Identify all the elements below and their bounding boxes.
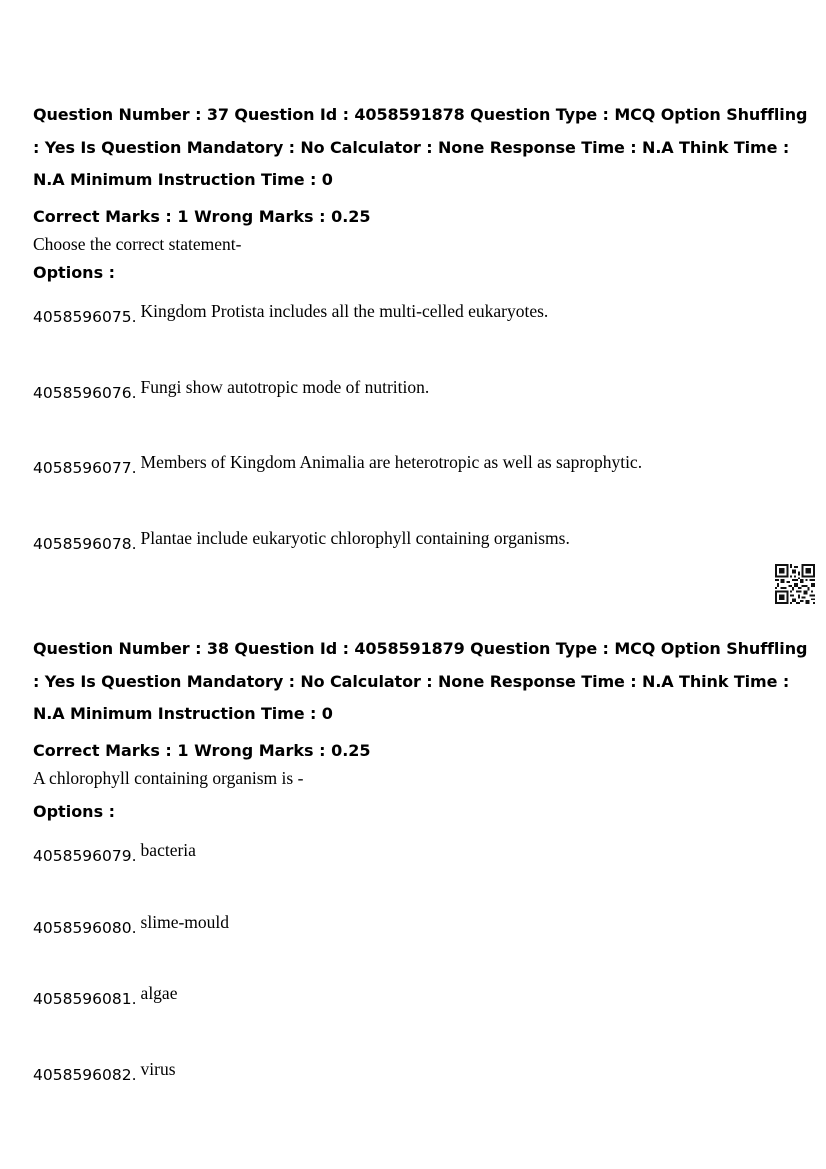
question-37-options-label: Options : — [33, 263, 116, 282]
option-id: 4058596076. — [33, 384, 137, 402]
option-text: algae — [140, 983, 178, 1003]
option-4058596081[interactable] — [33, 983, 178, 1009]
question-38-options-label: Options : — [33, 802, 116, 821]
option-text: bacteria — [140, 840, 196, 860]
option-4058596080[interactable] — [33, 912, 230, 938]
option-4058596075[interactable] — [33, 301, 549, 327]
question-38-marks: Correct Marks : 1 Wrong Marks : 0.25 — [33, 741, 371, 760]
question-37-marks: Correct Marks : 1 Wrong Marks : 0.25 — [33, 207, 371, 226]
option-text: Members of Kingdom Animalia are heterotropic as well as saprophytic. — [140, 452, 643, 472]
option-id: 4058596080. — [33, 919, 137, 937]
option-4058596077[interactable] — [33, 452, 643, 478]
option-id: 4058596078. — [33, 535, 137, 553]
option-id: 4058596082. — [33, 1066, 137, 1084]
question-38-meta: Question Number : 38 Question Id : 4058591879 Question Type : MCQ Option Shuffling : Yes Is Question Mandatory : No Calculator : None Response Time : N.A Think Time : N.A Minimum Instruction Time : 0 — [33, 639, 808, 723]
option-text: slime-mould — [140, 912, 230, 932]
option-id: 4058596075. — [33, 308, 137, 326]
question-37-meta: Question Number : 37 Question Id : 4058591878 Question Type : MCQ Option Shuffling : Yes Is Question Mandatory : No Calculator : None Response Time : N.A Think Time : N.A Minimum Instruction Time : 0 — [33, 105, 808, 189]
option-4058596082[interactable] — [33, 1059, 176, 1085]
option-text: Fungi show autotropic mode of nutrition. — [140, 377, 430, 397]
qr-code-icon — [775, 564, 815, 604]
option-4058596079[interactable] — [33, 840, 196, 866]
option-id: 4058596081. — [33, 990, 137, 1008]
question-37-text: Choose the correct statement- — [33, 234, 242, 254]
option-id: 4058596079. — [33, 847, 137, 865]
option-text: virus — [140, 1059, 176, 1079]
question-38-text: A chlorophyll containing organism is - — [33, 768, 304, 788]
option-4058596078[interactable] — [33, 528, 570, 554]
option-text: Plantae include eukaryotic chlorophyll containing organisms. — [140, 528, 570, 548]
option-4058596076[interactable] — [33, 377, 430, 403]
option-id: 4058596077. — [33, 459, 137, 477]
option-text: Kingdom Protista includes all the multi-celled eukaryotes. — [140, 301, 549, 321]
